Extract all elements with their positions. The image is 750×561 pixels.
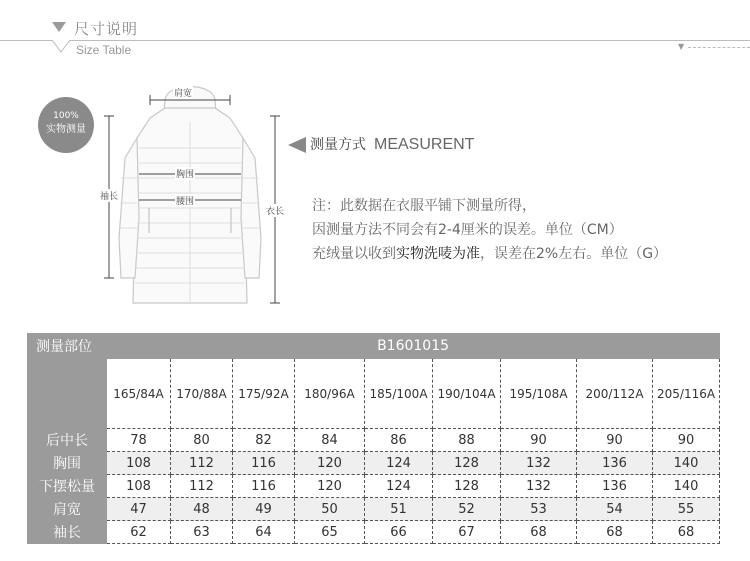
value-cell: 140 [653,475,720,498]
row-label: 胸围 [28,452,107,475]
value-cell: 86 [365,429,433,452]
header-divider [0,40,750,41]
model-number: B1601015 [107,334,720,359]
value-cell: 68 [577,521,653,544]
note-line-3-emphasis: 实物洗唛为准 [396,246,480,262]
value-cell: 68 [501,521,577,544]
value-cell: 140 [653,452,720,475]
measure-badge [38,97,94,153]
value-cell: 128 [433,452,501,475]
value-cell: 51 [365,498,433,521]
table-row [28,429,720,452]
value-cell: 108 [107,475,171,498]
measure-heading [288,134,474,154]
notch-icon [52,40,70,54]
row-label: 袖长 [28,521,107,544]
row-label: 下摆松量 [28,475,107,498]
table-header-row [28,334,720,359]
note-line-3 [312,242,667,266]
size-cell: 165/84A [107,359,171,429]
badge-text: 实物测量 [46,124,86,135]
value-cell: 120 [295,452,365,475]
dashed-line [688,47,750,48]
size-cell: 200/112A [577,359,653,429]
value-cell: 78 [107,429,171,452]
value-cell: 124 [365,475,433,498]
value-cell: 132 [501,475,577,498]
size-cell: 185/100A [365,359,433,429]
value-cell: 120 [295,475,365,498]
size-cell: 205/116A [653,359,720,429]
arrow-left-icon [288,137,306,153]
notes [312,194,667,266]
value-cell: 54 [577,498,653,521]
value-cell: 90 [653,429,720,452]
table-corner: 测量部位 [28,334,107,359]
shoulder-label: 肩宽 [173,86,193,99]
section-header [0,0,750,60]
value-cell: 50 [295,498,365,521]
value-cell: 112 [171,475,233,498]
value-cell: 88 [433,429,501,452]
size-cell: 190/104A [433,359,501,429]
value-cell: 136 [577,452,653,475]
value-cell: 80 [171,429,233,452]
coat-diagram [95,78,285,313]
badge-percent: 100% [53,111,79,121]
chest-label: 胸围 [175,167,195,180]
value-cell: 136 [577,475,653,498]
value-cell: 52 [433,498,501,521]
value-cell: 67 [433,521,501,544]
table-row [28,452,720,475]
note-line-1: 注：此数据在衣服平铺下测量所得， [312,198,536,214]
waist-label: 腰围 [175,194,195,207]
value-cell: 55 [653,498,720,521]
value-cell: 108 [107,452,171,475]
note-line-2: 因测量方法不同会有2-4厘米的误差。单位（CM） [312,222,623,238]
table-row [28,475,720,498]
value-cell: 66 [365,521,433,544]
value-cell: 116 [233,475,295,498]
table-row [28,521,720,544]
small-triangle-icon: ▼ [678,42,685,51]
size-row-header [28,359,107,429]
measure-label-cn: 测量方式 [310,137,366,153]
value-cell: 90 [577,429,653,452]
triangle-down-icon [52,22,66,32]
value-cell: 84 [295,429,365,452]
value-cell: 53 [501,498,577,521]
sleeve-label: 袖长 [99,189,119,202]
row-label: 肩宽 [28,498,107,521]
value-cell: 128 [433,475,501,498]
note-line-3-a: 充绒量以收到 [312,246,396,262]
value-cell: 63 [171,521,233,544]
value-cell: 62 [107,521,171,544]
size-cell: 180/96A [295,359,365,429]
length-label: 衣长 [265,204,285,217]
table-row [28,498,720,521]
size-cell: 170/88A [171,359,233,429]
size-row [28,359,720,429]
section-subtitle: Size Table [76,43,132,57]
value-cell: 124 [365,452,433,475]
measure-label-en: MEASURENT [374,136,475,153]
value-cell: 64 [233,521,295,544]
size-cell: 195/108A [501,359,577,429]
value-cell: 112 [171,452,233,475]
value-cell: 68 [653,521,720,544]
value-cell: 65 [295,521,365,544]
value-cell: 47 [107,498,171,521]
value-cell: 48 [171,498,233,521]
row-label: 后中长 [28,429,107,452]
note-line-3-b: ，误差在2%左右。单位（G） [480,246,668,262]
value-cell: 82 [233,429,295,452]
size-table [27,333,720,544]
size-cell: 175/92A [233,359,295,429]
value-cell: 116 [233,452,295,475]
section-title: 尺寸说明 [74,20,139,38]
value-cell: 132 [501,452,577,475]
value-cell: 90 [501,429,577,452]
value-cell: 49 [233,498,295,521]
